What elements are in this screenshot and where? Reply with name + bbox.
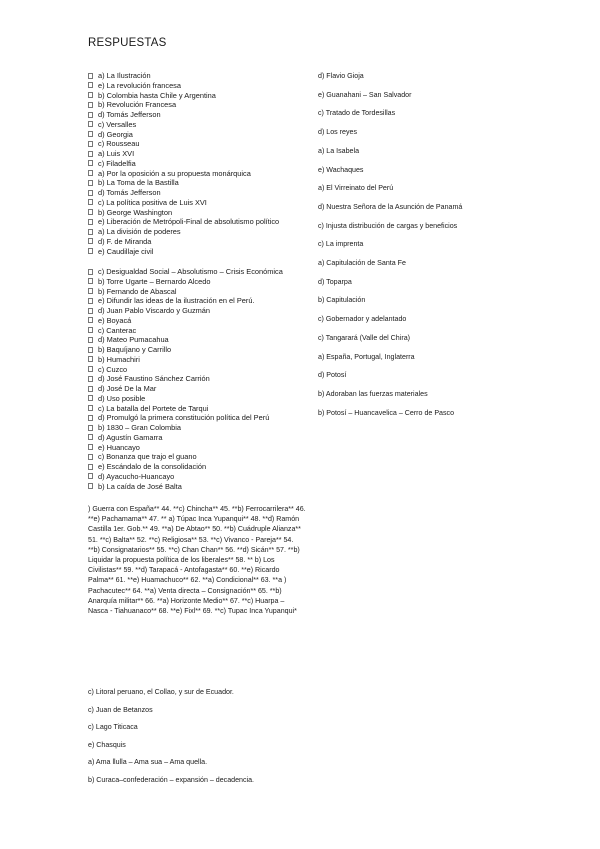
checkbox-glyph-icon <box>88 483 93 489</box>
checkbox-glyph-icon <box>88 112 93 118</box>
list-item-text: b) La Toma de la Bastilla <box>98 178 179 188</box>
list-item-text: a) Por la oposición a su propuesta monárquica <box>98 168 251 178</box>
list-item <box>88 335 283 345</box>
checkbox-glyph-icon <box>88 425 93 431</box>
list-item-text: a) La división de poderes <box>98 227 181 236</box>
list-item-text: d) José De la Mar <box>98 384 157 393</box>
checkbox-glyph-icon <box>88 434 93 440</box>
checkbox-glyph-icon <box>88 73 93 79</box>
list-item <box>88 443 283 453</box>
list-item <box>88 188 279 198</box>
list-item-text: c) La batalla del Portete de Tarqui <box>98 403 209 413</box>
answer-line: c) Injusta distribución de cargas y beneficios <box>318 221 458 230</box>
list-item-text: b) Torre Ugarte – Bernardo Alcedo <box>98 276 211 286</box>
answer-line: b) Capitulación <box>318 296 366 305</box>
list-item-text: b) Colombia hasta Chile y Argentina <box>98 90 216 100</box>
list-item-text: c) Cuzco <box>98 364 128 374</box>
list-item <box>88 237 279 247</box>
list-item <box>88 91 279 101</box>
list-item <box>88 159 279 169</box>
list-item-text: e) Liberación de Metrópoli-Final de absolutismo político <box>98 217 280 227</box>
list-item <box>88 81 279 91</box>
list-item-text: c) Rousseau <box>98 139 140 149</box>
list-item <box>88 413 283 423</box>
checkbox-glyph-icon <box>88 317 93 323</box>
list-item-text: d) Promulgó la primera constitución política del Perú <box>98 413 270 423</box>
checkbox-glyph-icon <box>88 160 93 166</box>
checkbox-glyph-icon <box>88 278 93 284</box>
page-title: RESPUESTAS <box>88 37 167 49</box>
checkbox-glyph-icon <box>88 219 93 225</box>
checkbox-glyph-icon <box>88 347 93 353</box>
list-item-text: c) Desigualdad Social – Absolutismo – Crisis Económica <box>98 267 283 276</box>
answer-line: d) Flavio Gioja <box>318 72 364 80</box>
answer-line: b) Potosí – Huancavelica – Cerro de Pasco <box>318 408 455 417</box>
checkbox-glyph-icon <box>88 395 93 401</box>
answer-line: c) Litoral peruano, el Collao, y sur de Ecuador. <box>88 688 234 696</box>
list-item-text: b) Fernando de Abascal <box>98 286 177 296</box>
list-item-text: b) Baquíjano y Carrillo <box>98 345 172 354</box>
checkbox-glyph-icon <box>88 170 93 176</box>
list-item-text: b) Humachiri <box>98 354 140 364</box>
list-item-text: e) Boyacá <box>98 315 132 325</box>
answer-line: c) Tangarará (Valle del Chira) <box>318 333 410 342</box>
checkbox-glyph-icon <box>88 180 93 186</box>
answer-line: a) Capitulación de Santa Fe <box>318 259 406 267</box>
list-item <box>88 345 283 355</box>
answer-list-1 <box>88 71 279 256</box>
list-item <box>88 267 283 277</box>
list-item-text: a) La Ilustración <box>98 71 151 80</box>
list-item-text: c) La política positiva de Luis XVI <box>98 197 207 207</box>
list-item-text: b) Revolución Francesa <box>98 100 177 110</box>
list-item <box>88 365 283 375</box>
list-item-text: e) La revolución francesa <box>98 80 181 90</box>
list-item-text: b) 1830 – Gran Colombia <box>98 423 181 432</box>
list-item <box>88 169 279 179</box>
answer-line: b) Adoraban las fuerzas materiales <box>318 389 428 398</box>
checkbox-glyph-icon <box>88 473 93 479</box>
list-item-text: c) Canterac <box>98 325 137 335</box>
checkbox-glyph-icon <box>88 151 93 157</box>
list-item-text: c) Bonanza que trajo el guano <box>98 452 197 462</box>
list-item <box>88 462 283 472</box>
answer-line: a) España, Portugal, Inglaterra <box>318 352 415 361</box>
list-item <box>88 326 283 336</box>
checkbox-glyph-icon <box>88 141 93 147</box>
list-item <box>88 433 283 443</box>
answer-line: b) Curaca–confederación – expansión – decadencia. <box>88 775 255 784</box>
answers-paragraph: ) Guerra con España** 44. **c) Chincha** 45. **b) Ferrocarrilera** 46. **e) Pachamama** 47. ** a) Túpac Inca Yupanqui** 48. **d) Ramón Castilla 1er. Gob.** 49. **a) De Abtao** 50. **b) Cuádruple Alianza** 51. **c) Balta** 52. **c) Religiosa** 53. **c) Vivanco - Pareja** 54. **b) Consignatarios** 55. **c) Chan Chan** 56. **d) Sicán** 57. **b) Liquidar la propuesta política de los liberales** 58. ** b) Los Civilistas** 59. **d) Tarapacá - Antofagasta** 60. **e) Ricardo Palma** 61. **e) Huamachuco** 62. **a) Condicional** 63. **a ) Pachacutec** 64. **a) Venta directa – Consignación** 65. **b) Anarquía militar** 66. **a) Horizonte Medio** 67. **c) Huarpa – Nasca - Tiahuanaco** 68. **e) Fixl** 69. **c) Tupac Inca Yupanqui* <box>88 505 306 616</box>
list-item <box>88 110 279 120</box>
list-item <box>88 198 279 208</box>
list-item <box>88 149 279 159</box>
list-item <box>88 296 283 306</box>
checkbox-glyph-icon <box>88 190 93 196</box>
list-item <box>88 277 283 287</box>
list-item <box>88 384 283 394</box>
checkbox-glyph-icon <box>88 102 93 108</box>
list-item-text: d) Uso posible <box>98 393 146 403</box>
checkbox-glyph-icon <box>88 386 93 392</box>
answer-list-2 <box>88 267 283 491</box>
list-item-text: d) Ayacucho-Huancayo <box>98 471 175 481</box>
answer-line: d) Los reyes <box>318 128 358 137</box>
checkbox-glyph-icon <box>88 454 93 460</box>
checkbox-glyph-icon <box>88 464 93 470</box>
checkbox-glyph-icon <box>88 238 93 244</box>
answer-line: d) Potosí <box>318 371 347 380</box>
checkbox-glyph-icon <box>88 366 93 372</box>
list-item <box>88 404 283 414</box>
checkbox-glyph-icon <box>88 92 93 98</box>
checkbox-glyph-icon <box>88 405 93 411</box>
list-item-text: c) Versalles <box>98 119 137 129</box>
list-item <box>88 355 283 365</box>
answer-line: a) La Isabela <box>318 146 360 155</box>
list-item-text: d) Tomás Jefferson <box>98 110 161 119</box>
answer-line: c) Gobernador y adelantado <box>318 315 407 324</box>
list-item <box>88 217 279 227</box>
checkbox-glyph-icon <box>88 327 93 333</box>
list-item <box>88 178 279 188</box>
checkbox-glyph-icon <box>88 288 93 294</box>
checkbox-glyph-icon <box>88 337 93 343</box>
list-item <box>88 130 279 140</box>
list-item <box>88 423 283 433</box>
checkbox-glyph-icon <box>88 199 93 205</box>
answer-line: d) Toparpa <box>318 277 352 286</box>
list-item <box>88 208 279 218</box>
answer-line: a) Ama llulla – Ama sua – Ama quella. <box>88 758 208 766</box>
answer-line: e) Guanahani – San Salvador <box>318 90 412 99</box>
list-item-text: e) Huancayo <box>98 442 140 452</box>
list-item <box>88 287 283 297</box>
list-item-text: a) Luis XVI <box>98 149 135 158</box>
checkbox-glyph-icon <box>88 376 93 382</box>
list-item-text: d) Juan Pablo Viscardo y Guzmán <box>98 306 211 315</box>
list-item-text: b) La caída de José Balta <box>98 481 182 491</box>
list-item <box>88 227 279 237</box>
list-item-text: d) Agustín Gamarra <box>98 432 163 442</box>
list-item-text: d) F. de Miranda <box>98 236 152 246</box>
checkbox-glyph-icon <box>88 121 93 127</box>
list-item-text: e) Caudillaje civil <box>98 246 154 256</box>
list-item-text: d) Georgia <box>98 129 133 139</box>
list-item <box>88 482 283 492</box>
list-item <box>88 100 279 110</box>
checkbox-glyph-icon <box>88 269 93 275</box>
checkbox-glyph-icon <box>88 229 93 235</box>
checkbox-glyph-icon <box>88 209 93 215</box>
answer-line: c) Tratado de Tordesillas <box>318 109 396 118</box>
checkbox-glyph-icon <box>88 356 93 362</box>
answer-line: e) Wachaques <box>318 165 364 174</box>
list-item-text: e) Escándalo de la consolidación <box>98 462 207 471</box>
checkbox-glyph-icon <box>88 444 93 450</box>
list-item-text: d) José Faustino Sánchez Carrión <box>98 374 210 384</box>
list-item <box>88 247 279 257</box>
list-item <box>88 306 283 316</box>
checkbox-glyph-icon <box>88 415 93 421</box>
list-item-text: d) Mateo Pumacahua <box>98 335 169 345</box>
answer-line: c) Juan de Betanzos <box>88 705 153 714</box>
answer-line: d) Nuestra Señora de la Asunción de Panamá <box>318 202 463 211</box>
list-item <box>88 374 283 384</box>
list-item <box>88 472 283 482</box>
checkbox-glyph-icon <box>88 248 93 254</box>
checkbox-glyph-icon <box>88 308 93 314</box>
answer-line: c) Lago Titicaca <box>88 723 138 731</box>
list-item <box>88 139 279 149</box>
list-item <box>88 394 283 404</box>
list-item-text: b) George Washington <box>98 207 173 217</box>
list-item <box>88 120 279 130</box>
list-item-text: e) Difundir las ideas de la ilustración en el Perú. <box>98 296 255 306</box>
list-item <box>88 316 283 326</box>
checkbox-glyph-icon <box>88 82 93 88</box>
answer-line: e) Chasquis <box>88 740 126 749</box>
checkbox-glyph-icon <box>88 131 93 137</box>
answer-line: a) El Virreinato del Perú <box>318 184 394 193</box>
list-item <box>88 452 283 462</box>
checkbox-glyph-icon <box>88 298 93 304</box>
answer-line: c) La imprenta <box>318 240 364 249</box>
list-item-text: c) Filadelfia <box>98 158 136 168</box>
list-item-text: d) Tomás Jefferson <box>98 188 161 197</box>
list-item <box>88 71 279 81</box>
